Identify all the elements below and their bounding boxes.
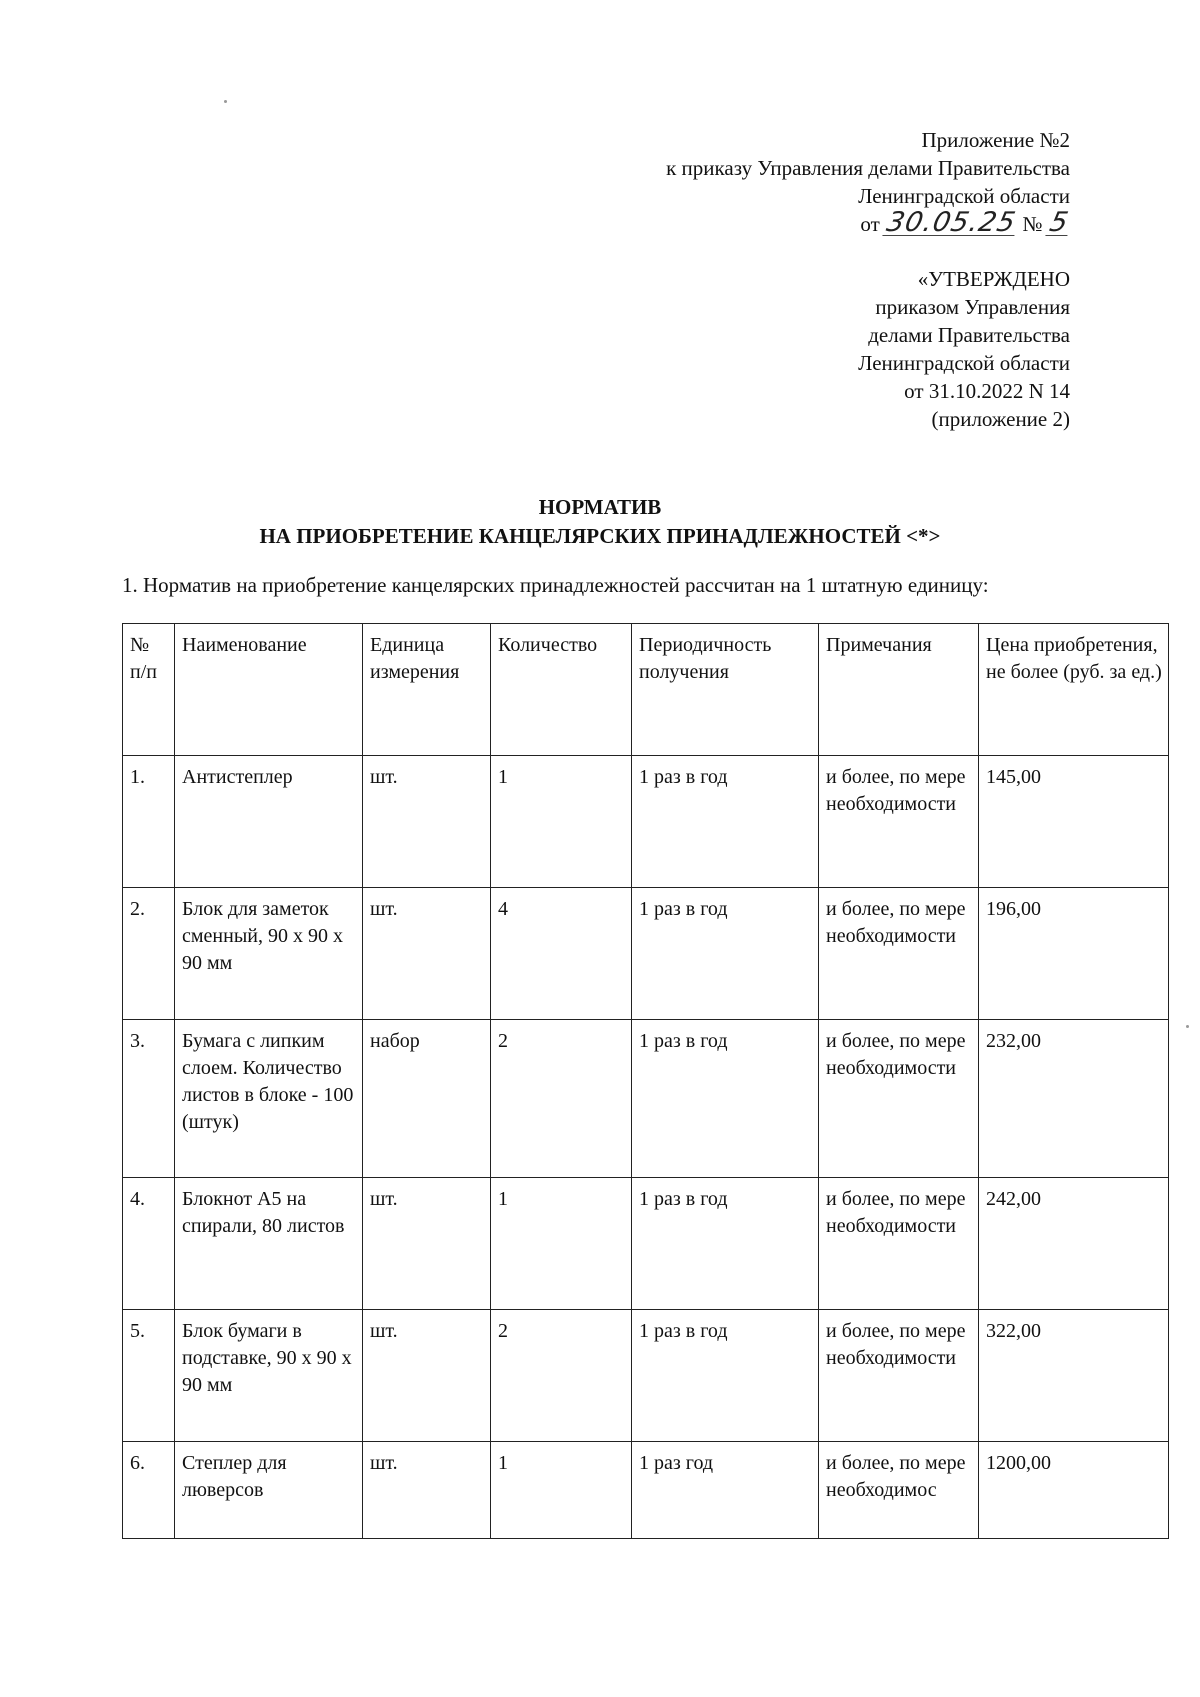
cell-price: 145,00 xyxy=(979,756,1169,888)
appendix-region: Ленинградской области xyxy=(858,184,1070,208)
handwritten-date: 30.05.25 xyxy=(883,207,1019,238)
title-line-2: НА ПРИОБРЕТЕНИЕ КАНЦЕЛЯРСКИХ ПРИНАДЛЕЖНОСТЕЙ <*> xyxy=(259,524,941,548)
cell-period: 1 раз в год xyxy=(632,1178,819,1310)
cell-qty: 2 xyxy=(491,1020,632,1178)
cell-unit: шт. xyxy=(363,1178,491,1310)
cell-notes: и более, по мере необходимости xyxy=(819,1178,979,1310)
header-price: Цена приобретения, не более (руб. за ед.) xyxy=(979,624,1169,756)
title-line-1: НОРМАТИВ xyxy=(538,495,662,519)
cell-unit: шт. xyxy=(363,756,491,888)
cell-price: 232,00 xyxy=(979,1020,1169,1178)
cell-unit: шт. xyxy=(363,1310,491,1442)
approved-line-5: от 31.10.2022 N 14 xyxy=(904,379,1070,403)
scan-speck xyxy=(1186,1025,1189,1028)
appendix-date-line xyxy=(666,207,1072,238)
cell-notes: и более, по мере необходимости xyxy=(819,1020,979,1178)
table-row xyxy=(123,1178,1169,1310)
norms-table xyxy=(122,623,1169,1539)
table-row xyxy=(123,1020,1169,1178)
cell-notes: и более, по мере необходимости xyxy=(819,756,979,888)
appendix-order-ref: к приказу Управления делами Правительства xyxy=(666,156,1070,180)
cell-period: 1 раз в год xyxy=(632,888,819,1020)
cell-price: 1200,00 xyxy=(979,1442,1169,1539)
cell-num: 5. xyxy=(123,1310,175,1442)
cell-qty: 4 xyxy=(491,888,632,1020)
header-unit: Единица измерения xyxy=(363,624,491,756)
document-title xyxy=(0,493,1200,551)
cell-qty: 2 xyxy=(491,1310,632,1442)
table-header-row xyxy=(123,624,1169,756)
cell-price: 196,00 xyxy=(979,888,1169,1020)
cell-name: Степлер для люверсов xyxy=(175,1442,363,1539)
cell-period: 1 раз в год xyxy=(632,1310,819,1442)
cell-name: Блок для заметок сменный, 90 х 90 х 90 мм xyxy=(175,888,363,1020)
appendix-number: Приложение №2 xyxy=(921,128,1070,152)
cell-name: Антистеплер xyxy=(175,756,363,888)
cell-num: 4. xyxy=(123,1178,175,1310)
approved-line-3: делами Правительства xyxy=(868,323,1070,347)
table-row xyxy=(123,756,1169,888)
cell-unit: набор xyxy=(363,1020,491,1178)
cell-period: 1 раз год xyxy=(632,1442,819,1539)
table-row xyxy=(123,1442,1169,1539)
cell-notes: и более, по мере необходимос xyxy=(819,1442,979,1539)
table-row xyxy=(123,1310,1169,1442)
header-name: Наименование xyxy=(175,624,363,756)
cell-num: 6. xyxy=(123,1442,175,1539)
cell-name: Бумага с липким слоем. Количество листов в блоке - 100 (штук) xyxy=(175,1020,363,1178)
cell-num: 3. xyxy=(123,1020,175,1178)
approved-line-6: (приложение 2) xyxy=(931,407,1070,431)
header-num: № п/п xyxy=(123,624,175,756)
number-prefix: № xyxy=(1022,212,1043,236)
approved-block xyxy=(858,265,1070,433)
cell-notes: и более, по мере необходимости xyxy=(819,1310,979,1442)
cell-name: Блокнот А5 на спирали, 80 листов xyxy=(175,1178,363,1310)
cell-qty: 1 xyxy=(491,756,632,888)
cell-unit: шт. xyxy=(363,888,491,1020)
approved-line-2: приказом Управления xyxy=(875,295,1070,319)
header-qty: Количество xyxy=(491,624,632,756)
table-row xyxy=(123,888,1169,1020)
intro-paragraph: 1. Норматив на приобретение канцелярских принадлежностей рассчитан на 1 штатную единицу: xyxy=(122,573,989,597)
date-prefix: от xyxy=(860,212,880,236)
appendix-header xyxy=(666,126,1070,238)
cell-qty: 1 xyxy=(491,1442,632,1539)
cell-period: 1 раз в год xyxy=(632,1020,819,1178)
header-period: Периодичность получения xyxy=(632,624,819,756)
scan-speck xyxy=(224,100,227,103)
cell-num: 2. xyxy=(123,888,175,1020)
cell-price: 322,00 xyxy=(979,1310,1169,1442)
cell-num: 1. xyxy=(123,756,175,888)
header-notes: Примечания xyxy=(819,624,979,756)
approved-line-1: «УТВЕРЖДЕНО xyxy=(917,267,1070,291)
handwritten-number: 5 xyxy=(1046,207,1072,238)
cell-name: Блок бумаги в подставке, 90 х 90 х 90 мм xyxy=(175,1310,363,1442)
cell-price: 242,00 xyxy=(979,1178,1169,1310)
approved-line-4: Ленинградской области xyxy=(858,351,1070,375)
cell-notes: и более, по мере необходимости xyxy=(819,888,979,1020)
cell-period: 1 раз в год xyxy=(632,756,819,888)
cell-unit: шт. xyxy=(363,1442,491,1539)
cell-qty: 1 xyxy=(491,1178,632,1310)
